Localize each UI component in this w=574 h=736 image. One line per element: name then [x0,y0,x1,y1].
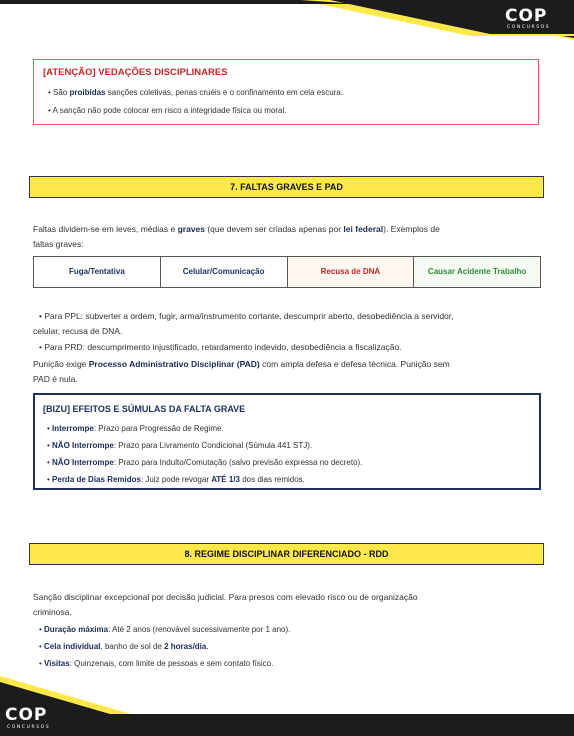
attention-item-2: • A sanção não pode colocar em risco a integridade física ou moral. [48,106,287,115]
bizu-box [33,393,541,490]
brand-logo-sub: CONCURSOS [507,25,551,30]
footer-logo: COP [5,705,48,725]
bizu-item-2: • NÃO Interrompe: Prazo para Livramento Condicional (Súmula 441 STJ). [47,441,313,450]
pad-paragraph: Punição exige Processo Administrativo Disciplinar (PAD) com ampla defesa e defesa técnica. Punição sem PAD é nula. [33,359,450,384]
table-cell-fuga: Fuga/Tentativa [34,257,161,287]
bizu-item-3: • NÃO Interrompe: Prazo para Indulto/Comutação (salvo previsão expressa no decreto). [47,458,363,467]
attention-item-1: • São proibidas sanções coletivas, penas cruéis e o confinamento em cela escura. [48,88,343,97]
bizu-title: [BIZU] EFEITOS E SÚMULAS DA FALTA GRAVE [43,404,246,414]
bizu-item-4: • Perda de Dias Remidos: Juiz pode revogar ATÉ 1/3 dos dias remidos. [47,475,305,484]
footer-banner [0,676,574,736]
rdd-item-3: • Visitas: Quinzenais, com limite de pessoas e sem contato físico. [39,659,274,668]
ppl-item: • Para PPL: subverter a ordem, fugir, arma/instrumento cortante, descumprir aberto, desobediência a servidor, celular, recusa de DNA. [33,311,454,336]
bizu-item-1: • Interrompe: Prazo para Progressão de Regime. [47,424,224,433]
faltas-graves-table [33,256,541,288]
section-8-header: 8. REGIME DISCIPLINAR DIFERENCIADO - RDD [29,543,544,565]
rdd-item-1: • Duração máxima: Até 2 anos (renovável sucessivamente por 1 ano). [39,625,291,634]
attention-title: [ATENÇÃO] VEDAÇÕES DISCIPLINARES [43,67,228,78]
table-cell-acidente: Causar Acidente Trabalho [414,257,540,287]
footer-logo-sub: CONCURSOS [7,725,51,730]
table-cell-dna: Recusa de DNA [288,257,415,287]
brand-logo: COP [505,6,548,26]
section-7-header: 7. FALTAS GRAVES E PAD [29,176,544,198]
header-shape [0,0,574,42]
attention-box [33,59,539,125]
prd-item: • Para PRD: descumprimento injustificado, retardamento indevido, desobediência a fiscalização. [39,342,402,352]
rdd-item-2: • Cela individual, banho de sol de 2 horas/dia. [39,642,209,651]
section-8-intro: Sanção disciplinar excepcional por decisão judicial. Para presos com elevado risco ou de organização criminosa. [33,592,418,617]
section-7-intro: Faltas dividem-se em leves, médias e graves (que devem ser criadas apenas por lei federal). Exemplos de faltas graves: [33,224,440,249]
table-cell-celular: Celular/Comunicação [161,257,288,287]
